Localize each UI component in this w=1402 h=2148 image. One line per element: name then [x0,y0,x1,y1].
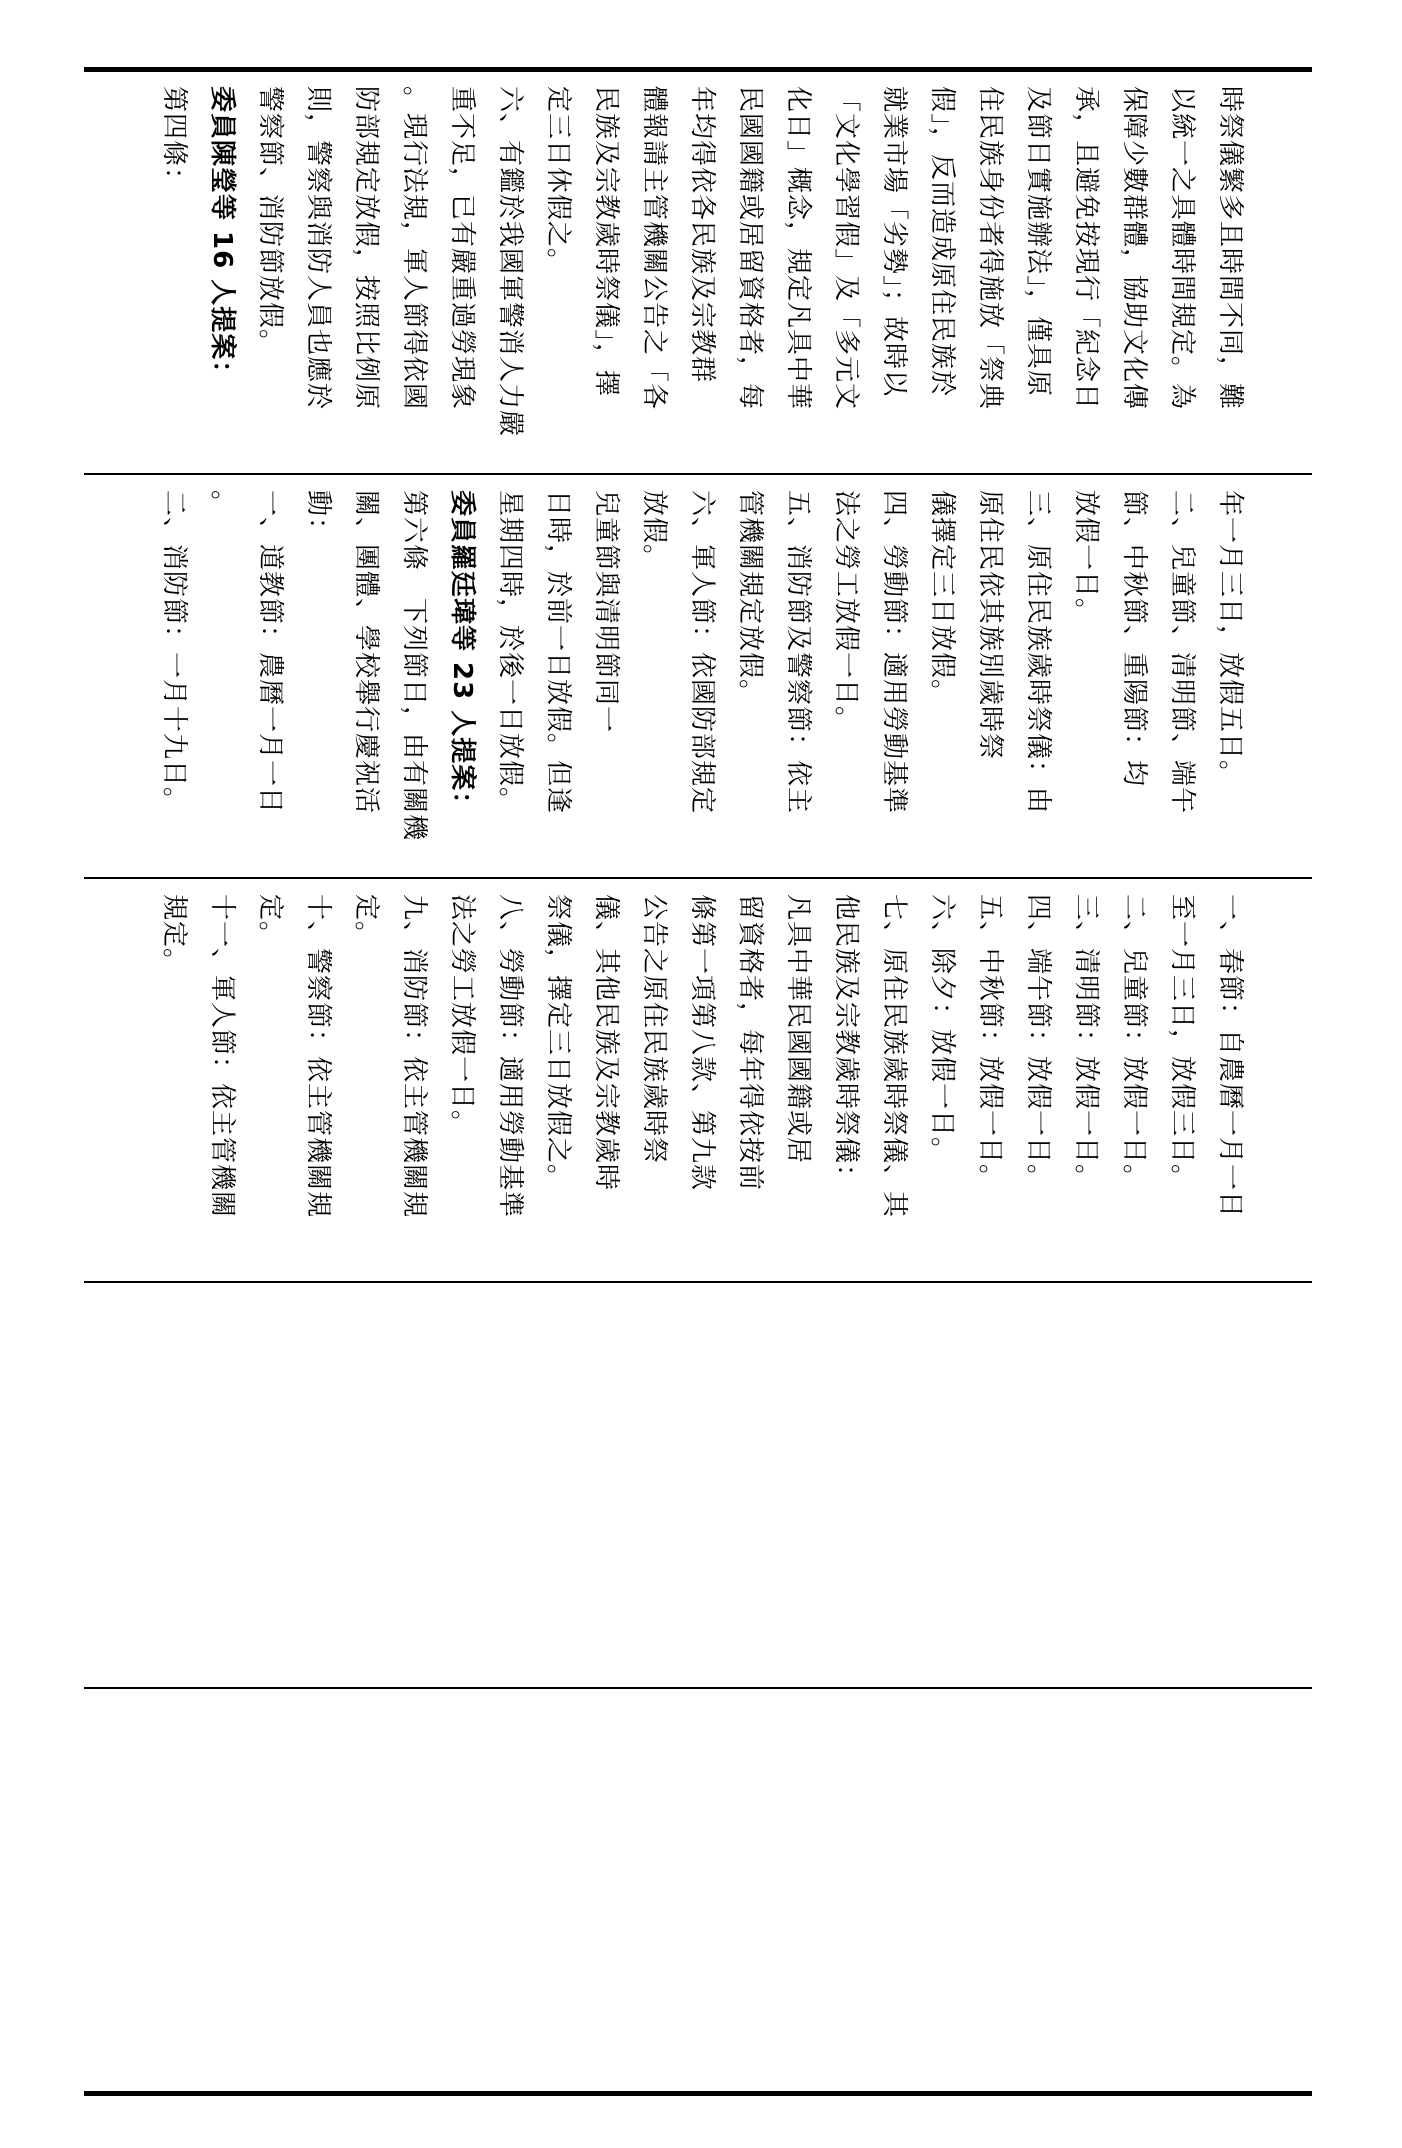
row-divider [84,1281,1312,1283]
text-line: 六、軍人節：依國防部規定 [687,490,717,815]
text-line: 以統一之具體時間規定。為 [1167,86,1197,411]
text-line: 就業市場「劣勢」；故時以 [879,86,909,398]
text-line: 六、除夕：放假一日。 [927,894,957,1165]
row-divider [84,877,1312,879]
text-line: 留資格者，每年得依按前 [735,894,765,1192]
text-line: 及節日實施辦法」，僅具原 [1023,86,1053,398]
text-line: 定三日休假之。 [543,86,573,276]
text-line: 條第一項第八款、第九款 [687,894,717,1192]
text-line: 防部規定放假，按照比例原 [351,86,381,411]
text-line: 十、警察節：依主管機關規 [303,894,333,1219]
text-line: 他民族及宗教歲時祭儀： [831,894,861,1192]
text-line: 一、道教節：農曆一月一日 [255,490,285,815]
text-line: 星期四時，於後一日放假。 [495,490,525,815]
text-line: 日時，於前一日放假。但逢 [543,490,573,815]
proposal-heading: 委員羅廷瑋等 23 人提案： [447,490,477,819]
rotated-text-block [114,490,1254,870]
text-line: 保障少數群體，協助文化傳 [1119,86,1149,411]
text-line: 第四條： [159,86,189,195]
text-line: 關、團體、學校舉行慶祝活 [351,490,381,815]
text-line: 儀擇定三日放假。 [927,490,957,707]
text-line: 法之勞工放假一日。 [447,894,477,1138]
text-line: 八、勞動節：適用勞動基準 [495,894,525,1219]
table-row-3 [84,880,1312,1280]
text-line: 定。 [255,894,285,949]
text-line: 公告之原住民族歲時祭 [639,894,669,1165]
text-line: 二、兒童節、清明節、端午 [1167,490,1197,815]
table-row-1 [84,72,1312,472]
text-line: 祭儀，擇定三日放假之。 [543,894,573,1192]
text-line: 二、兒童節：放假一日。 [1119,894,1149,1192]
text-line: 化日」概念，規定凡具中華 [783,86,813,411]
text-line: 七、原住民族歲時祭儀、其 [879,894,909,1219]
text-line: 至一月三日，放假三日。 [1167,894,1197,1192]
text-line: 二、消防節：一月十九日。 [159,490,189,815]
bottom-rule [84,2091,1312,2096]
text-line: 。 [207,490,237,518]
text-line: 定。 [351,894,381,949]
text-line: 承，且避免按現行「紀念日 [1071,86,1101,411]
text-line: 九、消防節：依主管機關規 [399,894,429,1219]
text-line: 六、有鑑於我國軍警消人力嚴 [495,86,525,438]
text-line: 年一月三日，放假五日。 [1215,490,1245,788]
text-line: 時祭儀繁多且時間不同，難 [1215,86,1245,411]
text-line: 三、清明節：放假一日。 [1071,894,1101,1192]
text-line: 節、中秋節、重陽節：均 [1119,490,1149,788]
text-line: 儀、其他民族及宗教歲時 [591,894,621,1192]
text-line: 三、原住民族歲時祭儀：由 [1023,490,1053,815]
text-line: 原住民依其族別歲時祭 [975,490,1005,761]
row-divider [84,473,1312,475]
text-line: 假」，反而造成原住民族於 [927,86,957,398]
text-line: 警察節、消防節放假。 [255,86,285,357]
text-line: 凡具中華民國國籍或居 [783,894,813,1165]
text-line: 兒童節與清明節同一 [591,490,621,734]
text-line: 一、春節：自農曆一月一日 [1215,894,1245,1219]
text-line: 重不足，已有嚴重過勞現象 [447,86,477,411]
text-line: 四、端午節：放假一日。 [1023,894,1053,1192]
text-line: 動： [303,490,333,545]
text-line: 四、勞動節：適用勞動基準 [879,490,909,815]
text-line: 放假。 [639,490,669,572]
text-line: 住民族身份者得施放「祭典 [975,86,1005,411]
text-line: 管機關規定放假。 [735,490,765,707]
text-line: 民族及宗教歲時祭儀」，擇 [591,86,621,398]
text-line: 。現行法規，軍人節得依國 [399,86,429,411]
text-line: 放假一日。 [1071,490,1101,626]
text-line: 五、中秋節：放假一日。 [975,894,1005,1192]
text-line: 體報請主管機關公告之「各 [639,86,669,411]
text-line: 規定。 [159,894,189,976]
text-line: 第六條 下列節日，由有關機 [399,490,429,842]
text-line: 法之勞工放假一日。 [831,490,861,734]
text-line: 則，警察與消防人員也應於 [303,86,333,411]
text-line: 年均得依各民族及宗教群 [687,86,717,384]
text-line: 十一、軍人節：依主管機關 [207,894,237,1219]
text-line: 民國國籍或居留資格者，每 [735,86,765,411]
rotated-text-block [114,894,1254,1274]
text-line: 五、消防節及警察節：依主 [783,490,813,815]
rotated-text-block [114,86,1254,466]
row-divider [84,1687,1312,1689]
proposal-heading: 委員陳瑩等 16 人提案： [207,86,237,388]
text-line: 「文化學習假」及「多元文 [831,86,861,411]
table-row-2 [84,476,1312,876]
